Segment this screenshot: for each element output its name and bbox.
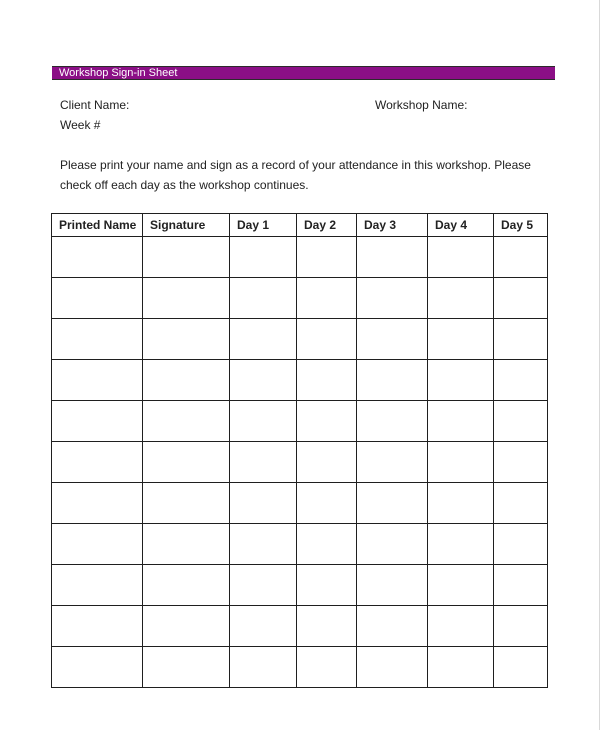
table-cell[interactable] bbox=[494, 483, 548, 524]
table-cell[interactable] bbox=[143, 278, 230, 319]
table-row bbox=[52, 524, 548, 565]
table-cell[interactable] bbox=[428, 401, 494, 442]
table-cell[interactable] bbox=[143, 237, 230, 278]
table-cell[interactable] bbox=[357, 278, 428, 319]
header-signature: Signature bbox=[143, 214, 230, 237]
table-row bbox=[52, 647, 548, 688]
table-cell[interactable] bbox=[143, 565, 230, 606]
table-row bbox=[52, 360, 548, 401]
table-cell[interactable] bbox=[143, 483, 230, 524]
table-cell[interactable] bbox=[357, 565, 428, 606]
table-cell[interactable] bbox=[297, 647, 357, 688]
table-row bbox=[52, 565, 548, 606]
table-cell[interactable] bbox=[230, 237, 297, 278]
table-cell[interactable] bbox=[52, 565, 143, 606]
week-number-label: Week # bbox=[60, 118, 101, 132]
table-cell[interactable] bbox=[52, 278, 143, 319]
table-cell[interactable] bbox=[428, 319, 494, 360]
sheet-title: Workshop Sign-in Sheet bbox=[59, 67, 178, 79]
table-cell[interactable] bbox=[428, 360, 494, 401]
table-cell[interactable] bbox=[494, 442, 548, 483]
header-day-5: Day 5 bbox=[494, 214, 548, 237]
table-cell[interactable] bbox=[297, 360, 357, 401]
table-cell[interactable] bbox=[297, 606, 357, 647]
table-cell[interactable] bbox=[494, 237, 548, 278]
table-cell[interactable] bbox=[357, 483, 428, 524]
table-cell[interactable] bbox=[494, 401, 548, 442]
table-cell[interactable] bbox=[494, 278, 548, 319]
table-cell[interactable] bbox=[143, 606, 230, 647]
table-cell[interactable] bbox=[230, 606, 297, 647]
table-cell[interactable] bbox=[230, 360, 297, 401]
table-cell[interactable] bbox=[428, 606, 494, 647]
table-row bbox=[52, 606, 548, 647]
sign-in-table bbox=[51, 213, 548, 688]
table-cell[interactable] bbox=[52, 401, 143, 442]
table-row bbox=[52, 319, 548, 360]
table-cell[interactable] bbox=[52, 524, 143, 565]
table-cell[interactable] bbox=[297, 442, 357, 483]
table-cell[interactable] bbox=[143, 401, 230, 442]
table-cell[interactable] bbox=[428, 524, 494, 565]
table-row bbox=[52, 278, 548, 319]
table-cell[interactable] bbox=[52, 319, 143, 360]
header-day-2: Day 2 bbox=[297, 214, 357, 237]
table-cell[interactable] bbox=[297, 278, 357, 319]
client-name-label: Client Name: bbox=[60, 98, 130, 112]
table-cell[interactable] bbox=[494, 565, 548, 606]
table-cell[interactable] bbox=[357, 360, 428, 401]
table-cell[interactable] bbox=[357, 647, 428, 688]
table-cell[interactable] bbox=[428, 278, 494, 319]
table-cell[interactable] bbox=[143, 360, 230, 401]
table-cell[interactable] bbox=[494, 524, 548, 565]
table-cell[interactable] bbox=[230, 524, 297, 565]
table-cell[interactable] bbox=[230, 483, 297, 524]
table-cell[interactable] bbox=[52, 237, 143, 278]
table-cell[interactable] bbox=[428, 647, 494, 688]
table-cell[interactable] bbox=[357, 237, 428, 278]
table-cell[interactable] bbox=[357, 401, 428, 442]
table-row bbox=[52, 237, 548, 278]
table-cell[interactable] bbox=[230, 442, 297, 483]
table-cell[interactable] bbox=[230, 319, 297, 360]
table-cell[interactable] bbox=[143, 442, 230, 483]
table-cell[interactable] bbox=[428, 483, 494, 524]
table-cell[interactable] bbox=[428, 565, 494, 606]
header-printed-name: Printed Name bbox=[52, 214, 143, 237]
table-row bbox=[52, 483, 548, 524]
table-cell[interactable] bbox=[52, 647, 143, 688]
table-cell[interactable] bbox=[357, 319, 428, 360]
table-row bbox=[52, 401, 548, 442]
table-cell[interactable] bbox=[52, 483, 143, 524]
table-cell[interactable] bbox=[357, 442, 428, 483]
table-cell[interactable] bbox=[494, 606, 548, 647]
table-cell[interactable] bbox=[52, 606, 143, 647]
instructions-text: Please print your name and sign as a record of your attendance in this workshop. Please check off each day as the workshop continues. bbox=[60, 158, 531, 192]
table-cell[interactable] bbox=[494, 360, 548, 401]
table-row bbox=[52, 442, 548, 483]
table-cell[interactable] bbox=[143, 524, 230, 565]
table-cell[interactable] bbox=[357, 524, 428, 565]
table-cell[interactable] bbox=[357, 606, 428, 647]
table-cell[interactable] bbox=[230, 647, 297, 688]
workshop-name-label: Workshop Name: bbox=[375, 98, 468, 112]
table-cell[interactable] bbox=[297, 524, 357, 565]
table-cell[interactable] bbox=[297, 483, 357, 524]
table-cell[interactable] bbox=[494, 319, 548, 360]
header-day-3: Day 3 bbox=[357, 214, 428, 237]
table-cell[interactable] bbox=[297, 237, 357, 278]
table-cell[interactable] bbox=[428, 442, 494, 483]
header-row bbox=[52, 214, 548, 237]
table-cell[interactable] bbox=[52, 442, 143, 483]
table-cell[interactable] bbox=[297, 401, 357, 442]
table-cell[interactable] bbox=[143, 647, 230, 688]
table-cell[interactable] bbox=[428, 237, 494, 278]
header-day-4: Day 4 bbox=[428, 214, 494, 237]
table-cell[interactable] bbox=[143, 319, 230, 360]
table-cell[interactable] bbox=[230, 401, 297, 442]
table-cell[interactable] bbox=[52, 360, 143, 401]
table-cell[interactable] bbox=[230, 278, 297, 319]
table-cell[interactable] bbox=[230, 565, 297, 606]
table-cell[interactable] bbox=[297, 565, 357, 606]
header-day-1: Day 1 bbox=[230, 214, 297, 237]
table-cell[interactable] bbox=[494, 647, 548, 688]
table-body bbox=[52, 237, 548, 688]
title-bar bbox=[52, 66, 555, 80]
table-cell[interactable] bbox=[297, 319, 357, 360]
